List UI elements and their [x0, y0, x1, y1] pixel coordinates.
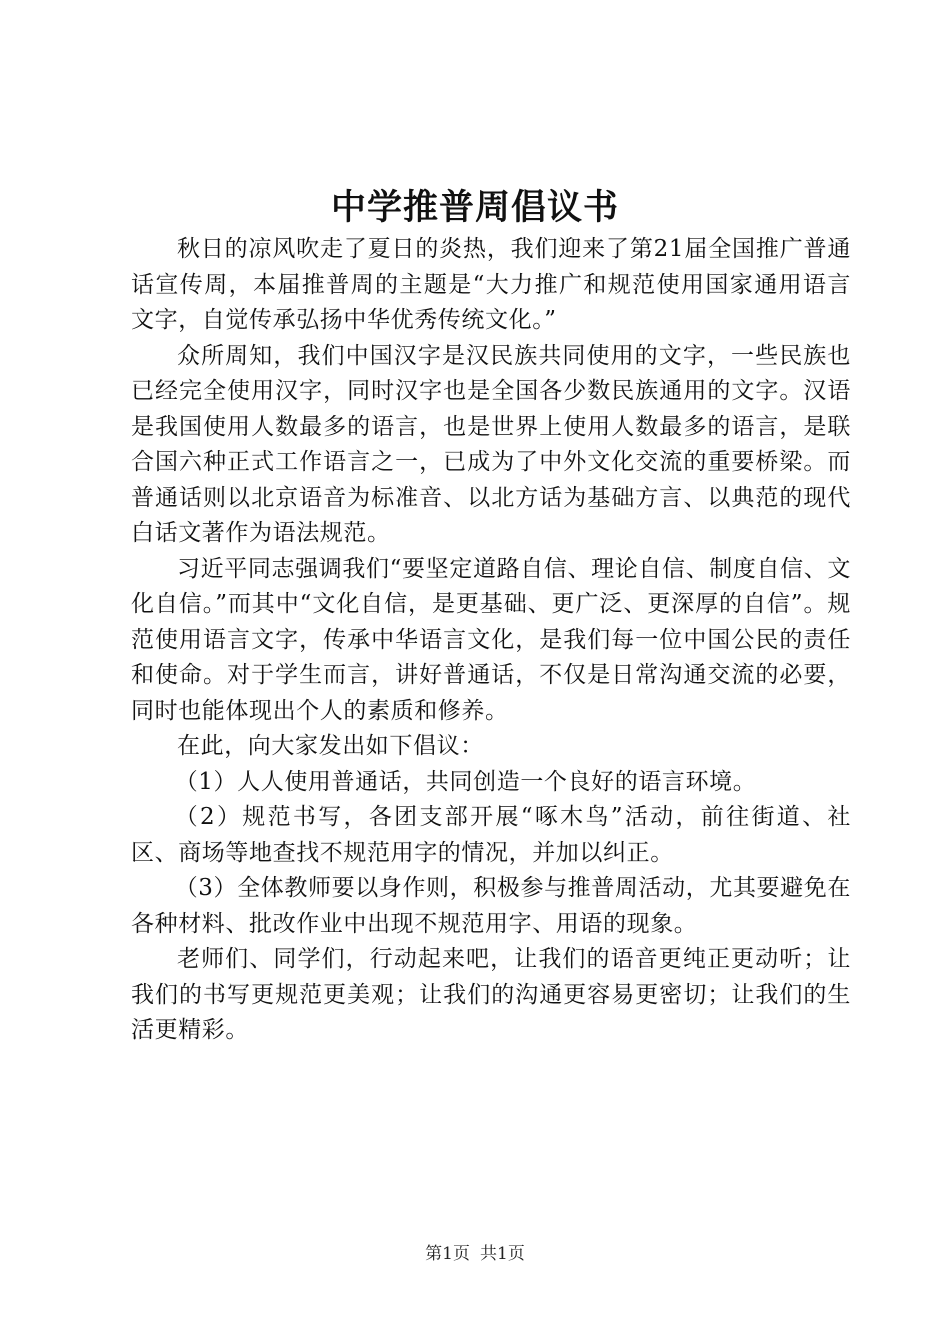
document-body	[131, 232, 851, 1049]
proposal-item-2: （2）规范书写，各团支部开展“啄木鸟”活动，前往街道、社区、商场等地查找不规范用字的情况，并加以纠正。	[131, 804, 851, 866]
paragraph-proposal-lead: 在此，向大家发出如下倡议：	[177, 733, 484, 759]
paragraph-intro: 秋日的凉风吹走了夏日的炎热，我们迎来了第21届全国推广普通话宣传周，本届推普周的主题是“大力推广和规范使用国家通用语言文字，自觉传承弘扬中华优秀传统文化。”	[131, 236, 851, 333]
proposal-item-3: （3）全体教师要以身作则，积极参与推普周活动，尤其要避免在各种材料、批改作业中出现不规范用字、用语的现象。	[131, 875, 851, 937]
paragraph-chinese-characters: 众所周知，我们中国汉字是汉民族共同使用的文字，一些民族也已经完全使用汉字，同时汉字也是全国各少数民族通用的文字。汉语是我国使用人数最多的语言，也是世界上使用人数最多的语言，是联合国六种正式工作语言之一，已成为了中外文化交流的重要桥梁。而普通话则以北京语音为标准音、以北方话为基础方言、以典范的现代白话文著作为语法规范。	[131, 342, 851, 546]
page-footer	[0, 1242, 950, 1266]
paragraph-cultural-confidence: 习近平同志强调我们“要坚定道路自信、理论自信、制度自信、文化自信。”而其中“文化自信，是更基础、更广泛、更深厚的自信”。规范使用语言文字，传承中华语言文化，是我们每一位中国公民的责任和使命。对于学生而言，讲好普通话，不仅是日常沟通交流的必要，同时也能体现出个人的素质和修养。	[131, 555, 851, 724]
page-total: 共1页	[480, 1244, 525, 1264]
proposal-item-1: （1）人人使用普通话，共同创造一个良好的语言环境。	[174, 768, 757, 795]
paragraph-closing: 老师们、同学们，行动起来吧，让我们的语音更纯正更动听；让我们的书写更规范更美观；让我们的沟通更容易更密切；让我们的生活更精彩。	[131, 946, 851, 1043]
document-title: 中学推普周倡议书	[330, 187, 619, 228]
page-number: 第1页	[425, 1244, 470, 1264]
